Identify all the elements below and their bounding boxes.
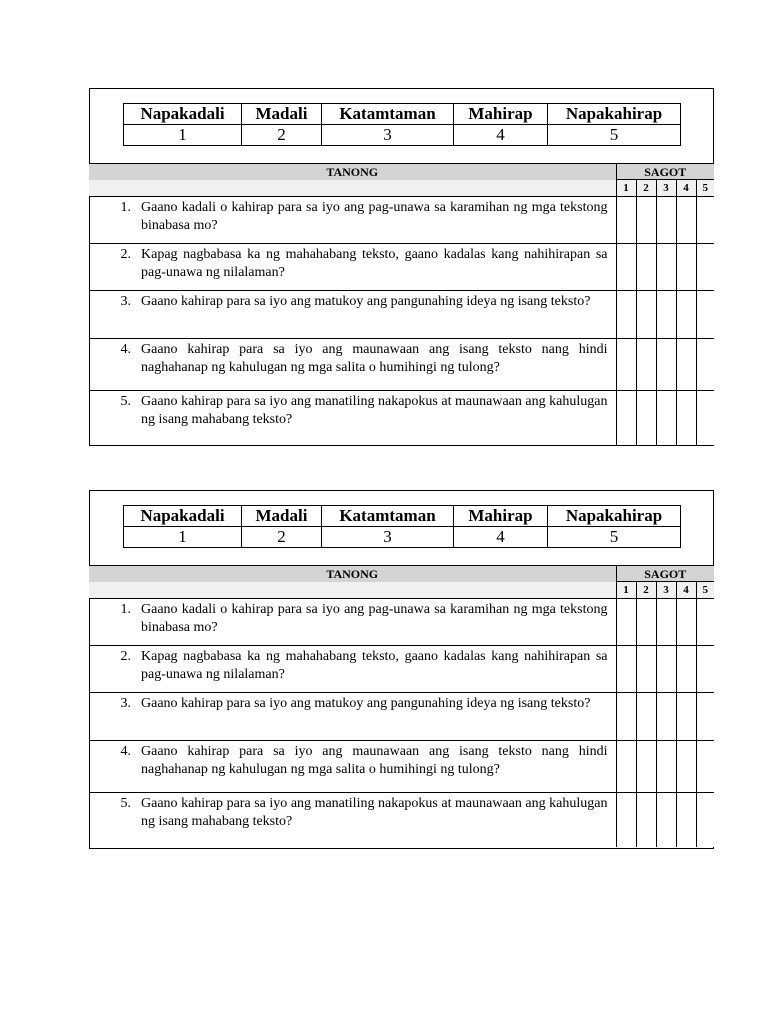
answer-cell-1[interactable] [616,244,636,291]
scale-label: Napakahirap [548,104,681,125]
scale-label: Madali [242,506,322,527]
question-row [89,741,714,793]
answer-cell-2[interactable] [636,646,656,693]
answer-cell-5[interactable] [696,741,714,793]
answer-cell-4[interactable] [676,244,696,291]
question-text: Gaano kadali o kahirap para sa iyo ang pag-unawa sa karamihan ng mga tekstong binabasa mo? [141,602,608,635]
scale-label: Katamtaman [322,506,454,527]
answer-cell-4[interactable] [676,197,696,244]
question-row [89,599,714,646]
question-number: 2. [120,649,131,664]
scale-label: Mahirap [454,506,548,527]
questionnaire-form-1 [89,88,714,446]
answer-cell-2[interactable] [636,741,656,793]
answer-col-label: 2 [636,180,656,197]
answer-cell-5[interactable] [696,793,714,847]
question-row [89,646,714,693]
answer-cell-1[interactable] [616,793,636,847]
answer-cell-5[interactable] [696,291,714,339]
answer-col-label: 5 [696,582,714,599]
answer-cell-5[interactable] [696,197,714,244]
question-row [89,693,714,741]
answer-cell-5[interactable] [696,244,714,291]
scale-number: 1 [124,125,242,146]
answer-cell-3[interactable] [656,244,676,291]
question-table [89,565,714,847]
question-text: Kapag nagbabasa ka ng mahahabang teksto, gaano kadalas kang nahihirapan sa pag-unawa ng nilalaman? [141,649,608,682]
answer-cell-1[interactable] [616,646,636,693]
answer-cell-4[interactable] [676,693,696,741]
answer-cell-3[interactable] [656,197,676,244]
header-blank-cell [89,180,616,197]
answer-col-label: 3 [656,180,676,197]
answer-cell-4[interactable] [676,599,696,646]
scale-number: 3 [322,125,454,146]
answer-cell-4[interactable] [676,391,696,445]
answer-cell-3[interactable] [656,793,676,847]
difficulty-scale [123,505,681,548]
questionnaire-form-2 [89,490,714,849]
question-header: TANONG [89,566,616,582]
answer-cell-3[interactable] [656,339,676,391]
header-blank-cell [89,582,616,599]
answer-col-label: 4 [676,582,696,599]
question-table [89,163,714,445]
answer-cell-2[interactable] [636,693,656,741]
scale-number: 4 [454,527,548,548]
question-number: 4. [120,744,131,759]
scale-number: 3 [322,527,454,548]
answer-col-label: 1 [616,180,636,197]
answer-cell-2[interactable] [636,339,656,391]
scale-label: Mahirap [454,104,548,125]
answer-cell-1[interactable] [616,693,636,741]
answer-col-label: 3 [656,582,676,599]
answer-col-label: 1 [616,582,636,599]
answer-cell-4[interactable] [676,741,696,793]
answer-cell-3[interactable] [656,646,676,693]
answer-cell-5[interactable] [696,646,714,693]
question-row [89,793,714,847]
question-text: Gaano kahirap para sa iyo ang manatiling nakapokus at maunawaan ang kahulugan ng isang mahabang teksto? [141,394,608,427]
scale-number: 5 [548,527,681,548]
difficulty-scale [123,103,681,146]
answer-cell-4[interactable] [676,339,696,391]
scale-label: Napakadali [124,506,242,527]
scale-number: 1 [124,527,242,548]
answer-cell-1[interactable] [616,391,636,445]
question-number: 3. [120,696,131,711]
answer-cell-5[interactable] [696,599,714,646]
answer-cell-3[interactable] [656,741,676,793]
question-row [89,244,714,291]
question-number: 1. [120,200,131,215]
answer-cell-1[interactable] [616,741,636,793]
question-number: 5. [120,796,131,811]
answer-cell-5[interactable] [696,339,714,391]
scale-label: Napakahirap [548,506,681,527]
answer-cell-4[interactable] [676,646,696,693]
question-text: Gaano kahirap para sa iyo ang matukoy ang pangunahing ideya ng isang teksto? [141,696,591,711]
answer-cell-5[interactable] [696,391,714,445]
scale-label: Napakadali [124,104,242,125]
question-text: Gaano kahirap para sa iyo ang matukoy ang pangunahing ideya ng isang teksto? [141,294,591,309]
question-number: 3. [120,294,131,309]
question-text: Gaano kadali o kahirap para sa iyo ang pag-unawa sa karamihan ng mga tekstong binabasa mo? [141,200,608,233]
scale-label: Katamtaman [322,104,454,125]
question-row [89,197,714,244]
answer-cell-3[interactable] [656,693,676,741]
question-row [89,339,714,391]
answer-col-label: 2 [636,582,656,599]
answer-cell-2[interactable] [636,291,656,339]
question-number: 5. [120,394,131,409]
question-number: 4. [120,342,131,357]
scale-number: 5 [548,125,681,146]
answer-cell-2[interactable] [636,599,656,646]
answer-cell-4[interactable] [676,291,696,339]
question-text: Kapag nagbabasa ka ng mahahabang teksto, gaano kadalas kang nahihirapan sa pag-unawa ng nilalaman? [141,247,608,280]
answer-header: SAGOT [616,566,714,582]
answer-cell-3[interactable] [656,291,676,339]
answer-cell-3[interactable] [656,391,676,445]
question-text: Gaano kahirap para sa iyo ang maunawaan ang isang teksto nang hindi naghahanap ng kahulugan ng mga salita o humihingi ng tulong? [141,744,608,777]
answer-cell-2[interactable] [636,793,656,847]
answer-cell-2[interactable] [636,244,656,291]
answer-cell-1[interactable] [616,291,636,339]
answer-col-label: 5 [696,180,714,197]
scale-label: Madali [242,104,322,125]
answer-cell-3[interactable] [656,599,676,646]
answer-cell-5[interactable] [696,693,714,741]
answer-cell-4[interactable] [676,793,696,847]
answer-header: SAGOT [616,164,714,180]
question-text: Gaano kahirap para sa iyo ang manatiling nakapokus at maunawaan ang kahulugan ng isang mahabang teksto? [141,796,608,829]
question-number: 2. [120,247,131,262]
question-text: Gaano kahirap para sa iyo ang maunawaan ang isang teksto nang hindi naghahanap ng kahulugan ng mga salita o humihingi ng tulong? [141,342,608,375]
question-row [89,391,714,445]
answer-cell-1[interactable] [616,197,636,244]
answer-cell-1[interactable] [616,339,636,391]
scale-number: 2 [242,125,322,146]
scale-number: 2 [242,527,322,548]
question-row [89,291,714,339]
answer-cell-1[interactable] [616,599,636,646]
scale-number: 4 [454,125,548,146]
answer-col-label: 4 [676,180,696,197]
answer-cell-2[interactable] [636,391,656,445]
question-header: TANONG [89,164,616,180]
answer-cell-2[interactable] [636,197,656,244]
question-number: 1. [120,602,131,617]
